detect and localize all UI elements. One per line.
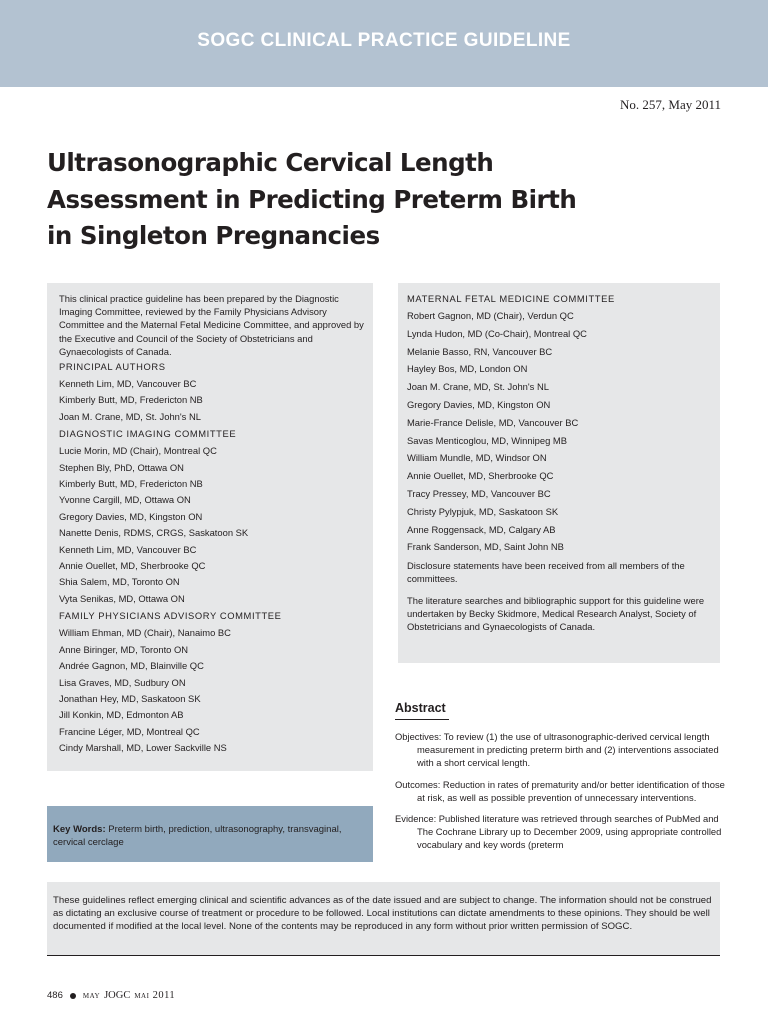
person-entry: Lynda Hudon, MD (Co-Chair), Montreal QC — [407, 327, 587, 339]
person-entry: Vyta Senikas, MD, Ottawa ON — [59, 592, 185, 604]
person-entry: Gregory Davies, MD, Kingston ON — [59, 510, 203, 522]
person-entry: Shia Salem, MD, Toronto ON — [59, 576, 180, 588]
person-entry: Yvonne Cargill, MD, Ottawa ON — [59, 494, 191, 506]
person-entry: Christy Pylypjuk, MD, Saskatoon SK — [407, 505, 559, 517]
abstract-objectives: Objectives: To review (1) the use of ultrasonographic-derived cervical length measurement in predicting preterm birth and (2) interventions associated with a short cervical length. — [395, 731, 719, 769]
preparation-statement: This clinical practice guideline has been prepared by the Diagnostic Imaging Committee, reviewed by the Family Physicians Advisory Committee and the Maternal Fetal Medicine Committee, and approved by the Executive and Council of the Society of Obstetricians and Gynaecologists of Canada. — [59, 293, 364, 357]
disclaimer-box: These guidelines reflect emerging clinical and scientific advances as of the date issued and are subject to change. The information should not be construed as dictating an exclusive course of treatment or procedure to be followed. Local institutions can dictate amendments to these opinions. They should be well documented if modified at the local level. None of the contents may be reproduced in any form without prior written permission of SOGC. — [47, 882, 720, 956]
person-entry: Joan M. Crane, MD, St. John's NL — [407, 381, 549, 393]
abstract-evidence: Evidence: Published literature was retrieved through searches of PubMed and The Cochrane Library up to December 2009, using appropriate controlled vocabulary and key words (preterm — [395, 813, 722, 851]
principal-authors-list — [59, 376, 365, 425]
abstract-outcomes: Outcomes: Reduction in rates of prematurity and/or better identification of those at risk, as well as possible prevention of unnecessary interventions. — [395, 778, 725, 803]
footer-journal: JOGC — [104, 990, 131, 1001]
person-entry: Joan M. Crane, MD, St. John's NL — [59, 410, 201, 422]
page-number: 486 — [47, 990, 63, 1001]
person-entry: Cindy Marshall, MD, Lower Sackville NS — [59, 742, 227, 754]
person-entry: Nanette Denis, RDMS, CRGS, Saskatoon SK — [59, 527, 249, 539]
banner-title: SOGC CLINICAL PRACTICE GUIDELINE — [197, 30, 571, 51]
abstract-body — [395, 730, 725, 860]
person-entry: Robert Gagnon, MD (Chair), Verdun QC — [407, 310, 574, 321]
person-entry: Hayley Bos, MD, London ON — [407, 363, 528, 375]
article-title — [47, 145, 707, 255]
person-entry: Annie Ouellet, MD, Sherbrooke QC — [407, 470, 554, 482]
abstract-underline — [395, 719, 449, 720]
title-line-2: Assessment in Predicting Preterm Birth — [47, 184, 577, 214]
person-entry: Annie Ouellet, MD, Sherbrooke QC — [59, 560, 206, 572]
person-entry: Anne Roggensack, MD, Calgary AB — [407, 523, 556, 535]
maternal-committee-heading: MATERNAL FETAL MEDICINE COMMITTEE — [407, 293, 615, 304]
committee-box — [398, 283, 720, 663]
maternal-committee-list — [407, 307, 712, 556]
person-entry: Tracy Pressey, MD, Vancouver BC — [407, 487, 551, 499]
title-line-1: Ultrasonographic Cervical Length — [47, 148, 494, 177]
footer-month-fr-year: mai 2011 — [134, 990, 176, 1001]
key-words-box — [47, 806, 373, 862]
person-entry: Andrée Gagnon, MD, Blainville QC — [59, 660, 204, 672]
person-entry: Kenneth Lim, MD, Vancouver BC — [59, 543, 197, 555]
diagnostic-committee-heading: DIAGNOSTIC IMAGING COMMITTEE — [59, 428, 237, 440]
family-committee-heading: FAMILY PHYSICIANS ADVISORY COMMITTEE — [59, 610, 282, 622]
bullet-dot-icon — [70, 993, 76, 999]
authors-box — [47, 283, 373, 771]
person-entry: Marie-France Delisle, MD, Vancouver BC — [407, 416, 579, 428]
person-entry: Jill Konkin, MD, Edmonton AB — [59, 709, 184, 721]
person-entry: Kimberly Butt, MD, Fredericton NB — [59, 478, 203, 490]
guideline-banner — [0, 0, 768, 87]
issue-number: No. 257, May 2011 — [620, 97, 721, 112]
literature-statement: The literature searches and bibliographic support for this guideline were undertaken by Becky Skidmore, Medical Research Analyst, Society of Obstetricians and Gynaecologists of Canada. — [407, 594, 705, 632]
principal-authors-heading: PRINCIPAL AUTHORS — [59, 361, 166, 373]
page-footer — [47, 990, 175, 1001]
person-entry: William Mundle, MD, Windsor ON — [407, 452, 547, 464]
person-entry: Stephen Bly, PhD, Ottawa ON — [59, 461, 184, 473]
title-line-3: in Singleton Pregnancies — [47, 221, 380, 250]
person-entry: Gregory Davies, MD, Kingston ON — [407, 398, 551, 410]
person-entry: Melanie Basso, RN, Vancouver BC — [407, 345, 553, 357]
person-entry: William Ehman, MD (Chair), Nanaimo BC — [59, 627, 231, 639]
person-entry: Kimberly Butt, MD, Fredericton NB — [59, 394, 203, 406]
footer-month-en: may — [82, 990, 101, 1001]
disclosure-statement: Disclosure statements have been received from all members of the committees. — [407, 560, 685, 585]
person-entry: Lisa Graves, MD, Sudbury ON — [59, 676, 186, 688]
person-entry: Frank Sanderson, MD, Saint John NB — [407, 541, 564, 553]
person-entry: Francine Léger, MD, Montreal QC — [59, 725, 200, 737]
person-entry: Lucie Morin, MD (Chair), Montreal QC — [59, 445, 217, 457]
key-words-text: Preterm birth, prediction, ultrasonography, transvaginal, cervical cerclage — [53, 824, 342, 848]
family-committee-list — [59, 625, 365, 756]
person-entry: Anne Biringer, MD, Toronto ON — [59, 643, 189, 655]
person-entry: Savas Menticoglou, MD, Winnipeg MB — [407, 434, 567, 446]
person-entry: Kenneth Lim, MD, Vancouver BC — [59, 378, 197, 390]
diagnostic-committee-list — [59, 443, 365, 607]
key-words-label: Key Words: — [53, 824, 106, 835]
abstract-heading: Abstract — [395, 701, 446, 715]
person-entry: Jonathan Hey, MD, Saskatoon SK — [59, 692, 201, 704]
